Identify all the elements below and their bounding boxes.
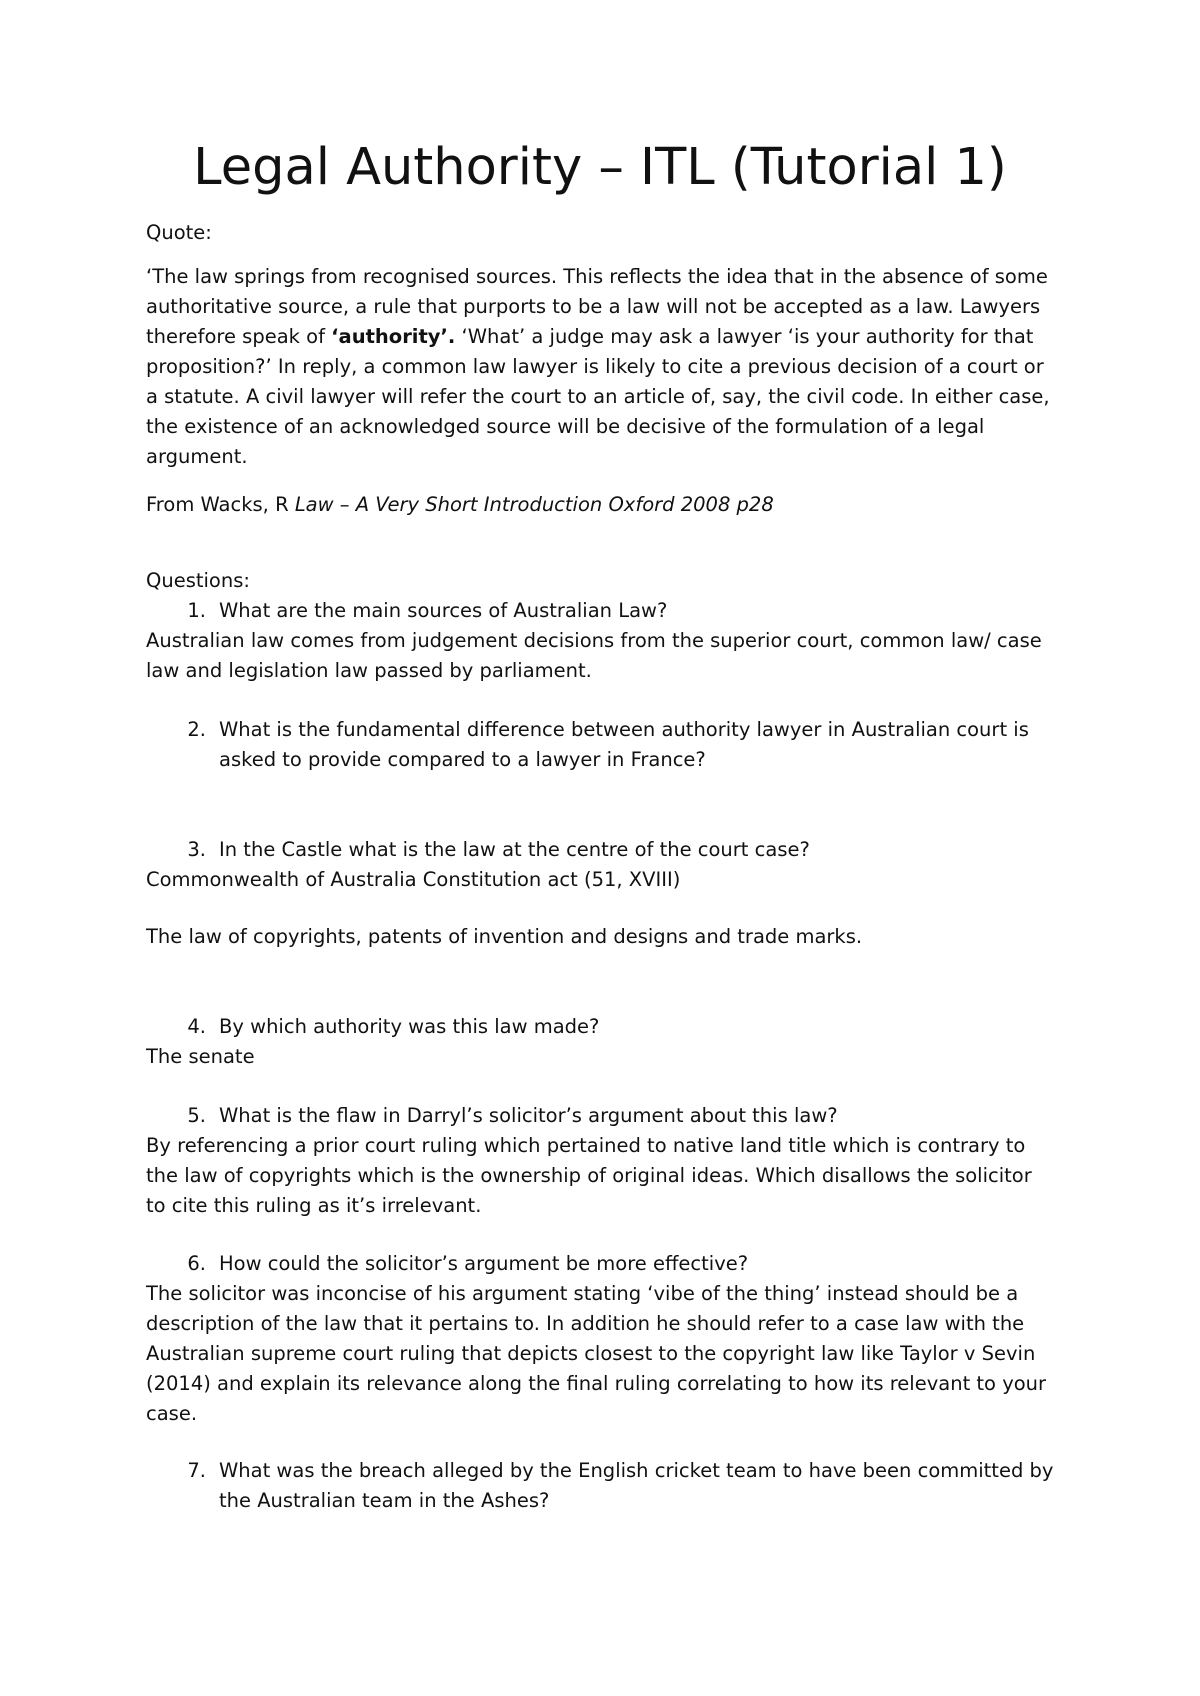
quote-paragraph	[146, 262, 1076, 472]
questions-label: Questions:	[146, 569, 250, 592]
quote-text-start: ‘The law springs from recognised sources. This reflects the idea that in the absence of some authoritative source, a rule that purports to be a law will not be accepted as a law. Lawyers therefore speak of	[146, 265, 1048, 348]
question-number: 6.	[187, 1252, 206, 1275]
answer-text: The law of copyrights, patents of invention and designs and trade marks.	[146, 925, 863, 948]
source-prefix: From Wacks, R	[146, 493, 295, 516]
question-number: 1.	[187, 599, 206, 622]
question-number: 2.	[187, 718, 206, 741]
question-text: How could the solicitor’s argument be more effective?	[219, 1252, 749, 1275]
question-number: 7.	[187, 1459, 206, 1482]
question-text: What is the flaw in Darryl’s solicitor’s argument about this law?	[219, 1104, 838, 1127]
answer-text: Australian law comes from judgement decisions from the superior court, common law/ case law and legislation law passed by parliament.	[146, 629, 1042, 682]
quote-bold-authority: ‘authority’.	[331, 325, 456, 348]
source-title: Law – A Very Short Introduction Oxford 2008 p28	[294, 493, 774, 516]
answer-text: By referencing a prior court ruling which pertained to native land title which is contrary to the law of copyrights which is the ownership of original ideas. Which disallows the solicitor to cite this ruling as it’s irrelevant.	[146, 1134, 1032, 1217]
page-title: Legal Authority – ITL (Tutorial 1)	[193, 138, 1007, 197]
question-number: 3.	[187, 838, 206, 861]
question-text: What is the fundamental difference between authority lawyer in Australian court is asked to provide compared to a lawyer in France?	[219, 718, 1029, 771]
quote-label: Quote:	[146, 221, 212, 244]
answer-text: Commonwealth of Australia Constitution act (51, XVIII)	[146, 868, 681, 891]
question-text: What are the main sources of Australian Law?	[219, 599, 668, 622]
question-number: 5.	[187, 1104, 206, 1127]
quote-text-end: ‘What’ a judge may ask a lawyer ‘is your authority for that proposition?’ In reply, a common law lawyer is likely to cite a previous decision of a court or a statute. A civil lawyer will refer the court to an article of, say, the civil code. In either case, the existence of an acknowledged source will be decisive of the formulation of a legal argument.	[146, 325, 1050, 468]
answer-text: The senate	[146, 1045, 255, 1068]
question-text: By which authority was this law made?	[219, 1015, 600, 1038]
source-citation	[146, 490, 1076, 520]
question-text: In the Castle what is the law at the centre of the court case?	[219, 838, 810, 861]
question-number: 4.	[187, 1015, 206, 1038]
question-text: What was the breach alleged by the English cricket team to have been committed by the Australian team in the Ashes?	[219, 1459, 1054, 1512]
answer-text: The solicitor was inconcise of his argument stating ‘vibe of the thing’ instead should be a description of the law that it pertains to. In addition he should refer to a case law with the Australian supreme court ruling that depicts closest to the copyright law like Taylor v Sevin (2014) and explain its relevance along the final ruling correlating to how its relevant to your case.	[146, 1282, 1047, 1425]
